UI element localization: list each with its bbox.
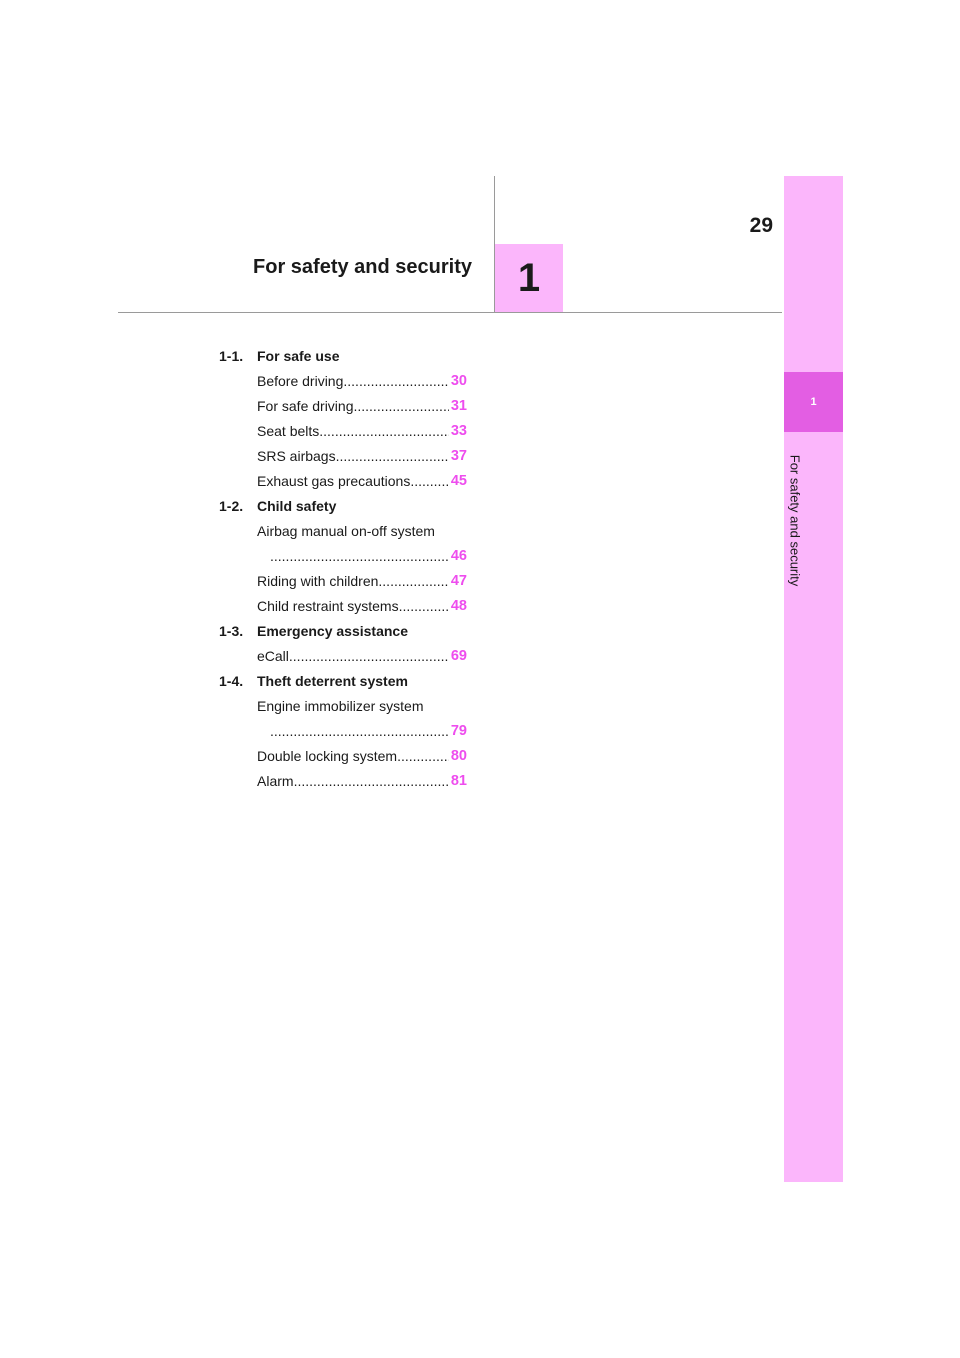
- entry-page-link[interactable]: 33: [450, 423, 467, 439]
- entry-page-link[interactable]: 46: [450, 548, 467, 564]
- dot-leader: [319, 421, 449, 446]
- toc-section: [219, 621, 469, 646]
- toc-section: [219, 496, 469, 521]
- entry-label: Riding with children: [257, 573, 379, 589]
- side-tab[interactable]: [784, 372, 843, 432]
- entry-label: SRS airbags: [257, 448, 336, 464]
- dot-leader: [289, 646, 449, 671]
- section-title: For safe use: [257, 348, 340, 364]
- side-strip: [784, 176, 843, 1182]
- side-label: [784, 440, 806, 600]
- entry-label: Before driving: [257, 373, 344, 389]
- toc-entry[interactable]: [257, 371, 467, 396]
- side-label-text: For safety and security: [787, 454, 803, 586]
- toc-entry[interactable]: [257, 596, 467, 621]
- section-title: Emergency assistance: [257, 623, 408, 639]
- entry-page-link[interactable]: 45: [450, 473, 467, 489]
- entry-page-link[interactable]: 80: [450, 748, 467, 764]
- toc-entry[interactable]: [257, 471, 467, 496]
- dot-leader: [270, 546, 449, 571]
- table-of-contents: [219, 346, 469, 796]
- entry-label: Double locking system: [257, 748, 398, 764]
- section-number: 1-2.: [219, 498, 244, 514]
- toc-entry[interactable]: [257, 746, 467, 771]
- toc-entry[interactable]: [257, 396, 467, 421]
- dot-leader: [378, 571, 448, 596]
- section-title: Theft deterrent system: [257, 673, 408, 689]
- section-number: 1-4.: [219, 673, 244, 689]
- entry-page-link[interactable]: 79: [450, 723, 467, 739]
- entry-page-link[interactable]: 69: [450, 648, 467, 664]
- entry-label: Alarm: [257, 773, 294, 789]
- entry-page-link[interactable]: 31: [450, 398, 467, 414]
- entry-label: Engine immobilizer system: [257, 698, 424, 714]
- entry-page-link[interactable]: 48: [450, 598, 467, 614]
- toc-entry[interactable]: [257, 446, 467, 471]
- toc-entry[interactable]: [257, 646, 467, 671]
- dot-leader: [397, 746, 449, 771]
- section-number: 1-3.: [219, 623, 244, 639]
- entry-label: eCall: [257, 648, 289, 664]
- dot-leader: [410, 471, 449, 496]
- dot-leader: [353, 396, 448, 421]
- chapter-title: For safety and security: [253, 256, 472, 278]
- entry-page-link[interactable]: 81: [450, 773, 467, 789]
- toc-section: [219, 346, 469, 371]
- section-number: 1-1.: [219, 348, 244, 364]
- entry-label: Exhaust gas precautions: [257, 473, 411, 489]
- entry-page-link[interactable]: 30: [450, 373, 467, 389]
- toc-entry[interactable]: [257, 421, 467, 446]
- entry-page-link[interactable]: 47: [450, 573, 467, 589]
- chapter-number: 1: [517, 255, 541, 300]
- toc-section: [219, 671, 469, 696]
- side-tab-number: 1: [810, 396, 817, 408]
- toc-entry[interactable]: [257, 696, 467, 746]
- entry-label: Airbag manual on-off system: [257, 523, 435, 539]
- page-number: 29: [749, 214, 773, 237]
- toc-entry[interactable]: [257, 521, 467, 571]
- dot-leader: [270, 721, 449, 746]
- entry-label: Seat belts: [257, 423, 320, 439]
- entry-label: Child restraint systems: [257, 598, 399, 614]
- toc-entry[interactable]: [257, 771, 467, 796]
- entry-label: For safe driving: [257, 398, 354, 414]
- header-divider-horizontal: [118, 312, 782, 313]
- dot-leader: [336, 446, 449, 471]
- toc-entry[interactable]: [257, 571, 467, 596]
- dot-leader: [294, 771, 449, 796]
- chapter-number-box: [495, 244, 563, 312]
- dot-leader: [399, 596, 449, 621]
- entry-page-link[interactable]: 37: [450, 448, 467, 464]
- section-title: Child safety: [257, 498, 337, 514]
- dot-leader: [343, 371, 448, 396]
